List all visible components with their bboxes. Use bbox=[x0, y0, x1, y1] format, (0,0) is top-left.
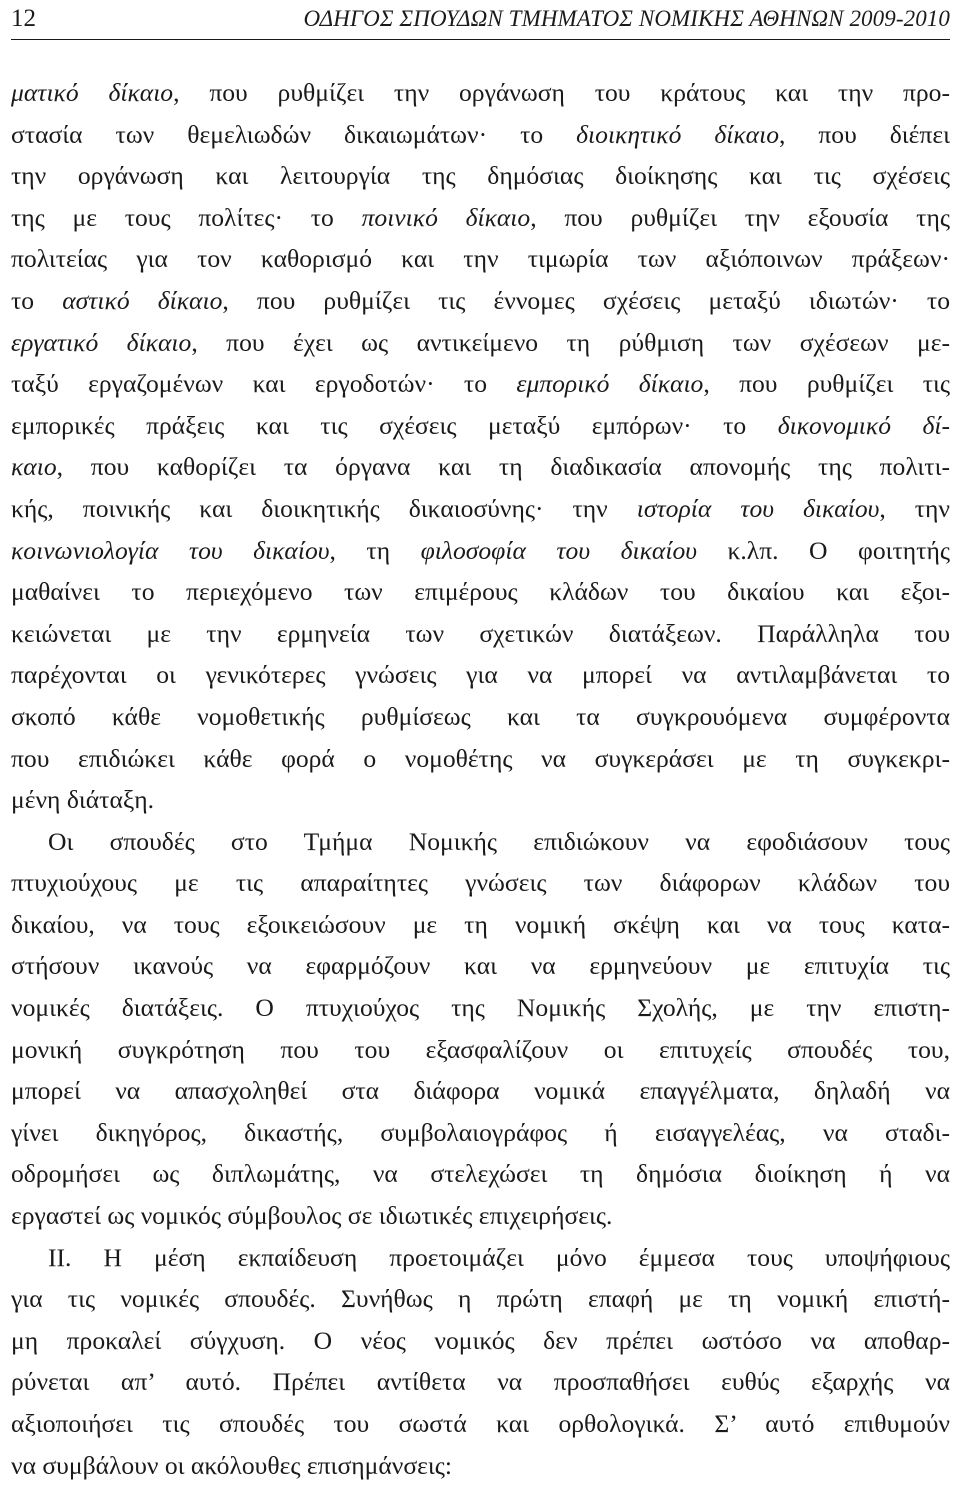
text-line bbox=[11, 779, 950, 821]
text-line bbox=[11, 1361, 950, 1403]
text-line bbox=[11, 987, 950, 1029]
text-line bbox=[11, 155, 950, 197]
text-line bbox=[11, 904, 950, 946]
text-run: μονική συγκρότηση που του εξασφαλίζουν οι επιτυχείς σπουδές του, bbox=[11, 1034, 950, 1064]
italic-term: κοινωνιολογία του δικαίου bbox=[11, 535, 330, 565]
italic-term: ιστορία του δικαίου bbox=[636, 493, 880, 523]
text-run: , τη bbox=[329, 535, 421, 565]
text-run: να συμβάλουν οι ακόλουθες επισημάνσεις: bbox=[11, 1450, 453, 1480]
text-run: , που διέπει bbox=[779, 119, 950, 149]
text-run: την οργάνωση και λειτουργία της δημόσιας διοίκησης και τις σχέσεις bbox=[11, 161, 950, 191]
text-run: σκοπό κάθε νομοθετικής ρυθμίσεως και τα συγκρουόμενα συμφέροντα bbox=[11, 701, 950, 731]
text-run: μη προκαλεί σύγχυση. Ο νέος νομικός δεν πρέπει ωστόσο να αποθαρ- bbox=[11, 1325, 950, 1355]
text-run: μπορεί να απασχοληθεί στα διάφορα νομικά επαγγέλματα, δηλαδή να bbox=[11, 1076, 950, 1106]
paragraph bbox=[11, 1237, 950, 1486]
text-line bbox=[11, 363, 950, 405]
text-run: κειώνεται με την ερμηνεία των σχετικών διατάξεων. Παράλληλα του bbox=[11, 618, 950, 648]
paragraph bbox=[11, 821, 950, 1237]
text-run: , που καθορίζει τα όργανα και τη διαδικασία απονομής της πολιτι- bbox=[56, 452, 950, 482]
text-line bbox=[11, 1278, 950, 1320]
text-line bbox=[11, 1320, 950, 1362]
text-run: αξιοποιήσει τις σπουδές του σωστά και ορθολογικά. Σ’ αυτό επιθυμούν bbox=[11, 1409, 950, 1438]
text-line bbox=[11, 1237, 950, 1279]
text-run: πολιτείας για τον καθορισμό και την τιμωρία των αξιόποινων πράξεων· bbox=[11, 244, 950, 274]
text-line bbox=[11, 613, 950, 655]
text-run: ΙΙ. Η μέση εκπαίδευση προετοιμάζει μόνο έμμεσα τους υποψήφιους bbox=[48, 1242, 950, 1272]
text-line bbox=[11, 322, 950, 364]
italic-term: εργατικό δίκαιο bbox=[11, 327, 192, 357]
text-run: παρέχονται οι γενικότερες γνώσεις για να μπορεί να αντιλαμβάνεται το bbox=[11, 660, 950, 690]
paragraph bbox=[11, 72, 950, 821]
text-line bbox=[11, 238, 950, 280]
italic-term: καιο bbox=[11, 452, 57, 482]
italic-term: εμπορικό δίκαιο bbox=[516, 369, 704, 399]
text-run: , που ρυθμίζει τις έννομες σχέσεις μεταξύ ιδιωτών· το bbox=[222, 285, 950, 315]
text-run: , που ρυθμίζει την οργάνωση του κράτους και την προ- bbox=[173, 78, 950, 107]
text-run: μαθαίνει το περιεχόμενο των επιμέρους κλάδων του δικαίου και εξοι- bbox=[11, 577, 950, 607]
text-run: κής, ποινικής και διοικητικής δικαιοσύνης· την bbox=[11, 493, 637, 523]
text-run: , που ρυθμίζει τις bbox=[703, 369, 950, 399]
text-line bbox=[11, 1195, 950, 1237]
text-run: , που έχει ως αντικείμενο τη ρύθμιση των σχέσεων με- bbox=[191, 327, 950, 357]
italic-term: δικονομικό δί- bbox=[777, 410, 950, 440]
text-run: νομικές διατάξεις. Ο πτυχιούχος της Νομικής Σχολής, με την επιστη- bbox=[11, 993, 950, 1023]
text-line bbox=[11, 862, 950, 904]
italic-term: αστικό δίκαιο bbox=[62, 285, 223, 315]
text-run: μένη διάταξη. bbox=[11, 785, 155, 815]
text-line bbox=[11, 654, 950, 696]
text-line bbox=[11, 72, 950, 114]
text-run: ρύνεται απ’ αυτό. Πρέπει αντίθετα να προσπαθήσει ευθύς εξαρχής να bbox=[11, 1367, 950, 1397]
text-line bbox=[11, 1445, 950, 1486]
body-text bbox=[11, 72, 950, 1486]
text-run: πτυχιούχους με τις απαραίτητες γνώσεις των διάφορων κλάδων του bbox=[11, 868, 950, 898]
text-run: εμπορικές πράξεις και τις σχέσεις μεταξύ εμπόρων· το bbox=[11, 410, 778, 440]
text-run: κ.λπ. Ο φοιτητής bbox=[697, 535, 950, 565]
text-line bbox=[11, 114, 950, 156]
text-line bbox=[11, 1070, 950, 1112]
text-run: , την bbox=[879, 493, 950, 523]
text-run: εργαστεί ως νομικός σύμβουλος σε ιδιωτικές επιχειρήσεις. bbox=[11, 1201, 613, 1231]
text-run: της με τους πολίτες· το bbox=[11, 202, 362, 232]
text-run: οδρομήσει ως διπλωμάτης, να στελεχώσει τη δημόσια διοίκηση ή να bbox=[11, 1159, 950, 1189]
page-number: 12 bbox=[11, 5, 36, 32]
text-run: Οι σπουδές στο Τμήμα Νομικής επιδιώκουν να εφοδιάσουν τους bbox=[48, 826, 950, 856]
text-line bbox=[11, 446, 950, 488]
text-line bbox=[11, 1112, 950, 1154]
italic-term: φιλοσοφία του δικαίου bbox=[420, 535, 697, 565]
text-run: δικαίου, να τους εξοικειώσουν με τη νομική σκέψη και να τους κατα- bbox=[11, 909, 950, 939]
text-run: στήσουν ικανούς να εφαρμόζουν και να ερμηνεύουν με επιτυχία τις bbox=[11, 951, 950, 981]
text-line bbox=[11, 280, 950, 322]
text-run: στασία των θεμελιωδών δικαιωμάτων· το bbox=[11, 119, 577, 149]
text-line bbox=[11, 571, 950, 613]
text-run: γίνει δικηγόρος, δικαστής, συμβολαιογράφος ή εισαγγελέας, να σταδι- bbox=[11, 1117, 950, 1147]
italic-term: ποινικό δίκαιο bbox=[361, 202, 531, 232]
italic-term: ματικό δίκαιο bbox=[11, 78, 174, 107]
text-line bbox=[11, 197, 950, 239]
text-line bbox=[11, 696, 950, 738]
text-run: ταξύ εργαζομένων και εργοδοτών· το bbox=[11, 369, 517, 399]
running-title: ΟΔΗΓΟΣ ΣΠΟΥΔΩΝ ΤΜΗΜΑΤΟΣ ΝΟΜΙΚΗΣ ΑΘΗΝΩΝ 2009-2010 bbox=[303, 6, 950, 31]
text-line bbox=[11, 1403, 950, 1445]
text-line bbox=[11, 1029, 950, 1071]
text-line bbox=[11, 945, 950, 987]
text-line bbox=[11, 821, 950, 863]
italic-term: διοικητικό δίκαιο bbox=[576, 119, 779, 149]
text-run: το bbox=[11, 285, 63, 315]
text-run: , που ρυθμίζει την εξουσία της bbox=[530, 202, 950, 232]
text-line bbox=[11, 405, 950, 447]
text-line bbox=[11, 530, 950, 572]
text-line bbox=[11, 738, 950, 780]
running-header bbox=[11, 1, 950, 40]
text-line bbox=[11, 488, 950, 530]
text-line bbox=[11, 1153, 950, 1195]
text-run: που επιδιώκει κάθε φορά ο νομοθέτης να συγκεράσει με τη συγκεκρι- bbox=[11, 743, 950, 773]
text-run: για τις νομικές σπουδές. Συνήθως η πρώτη επαφή με τη νομική επιστή- bbox=[11, 1284, 950, 1314]
